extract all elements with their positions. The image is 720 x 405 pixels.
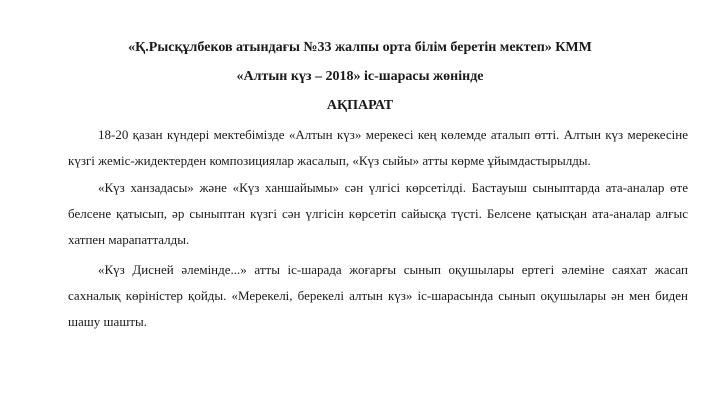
paragraph-line: 18-20 қазан күндері мектебімізде «Алтын күз» мерекесі кең көлемде аталып өтті. Алтын күз мерекесіне <box>98 127 688 142</box>
event-title-heading: «Алтын күз – 2018» іс-шарасы жөнінде <box>236 69 484 84</box>
information-heading: АҚПАРАТ <box>326 98 394 113</box>
paragraph-disney-event <box>68 257 688 335</box>
paragraph-line: сахналық көріністер қойды. «Мерекелі, берекелі алтын күз» іс-шарасында сынып оқушылары ән мен биден <box>68 288 688 303</box>
paragraph-line: хатпен марапатталды. <box>68 232 190 247</box>
paragraph-line: шашу шашты. <box>68 314 147 329</box>
paragraph-line: «Күз ханзадасы» және «Күз ханшайымы» сән үлгісі көрсетілді. Бастауыш сыныптарда ата-аналар өте <box>98 180 688 195</box>
school-name-heading: «Қ.Рысқұлбеков атындағы №33 жалпы орта білім беретін мектеп» КММ <box>128 40 592 55</box>
paragraph-line: «Күз Дисней әлемінде...» атты іс-шарада жоғарғы сынып оқушылары ертегі әлеміне саяхат жасап <box>98 262 688 277</box>
paragraph-golden-autumn <box>68 122 688 174</box>
paragraph-fashion-show <box>68 175 688 253</box>
paragraph-line: күзгі жеміс-жидектерден композициялар жасалып, «Күз сыйы» атты көрме ұйымдастырылды. <box>68 153 591 168</box>
paragraph-line: белсене қатысып, әр сыныптан күзгі сән үлгісін көрсетіп сайысқа түсті. Белсене қатысқан ата-аналар алғыс <box>68 206 688 221</box>
